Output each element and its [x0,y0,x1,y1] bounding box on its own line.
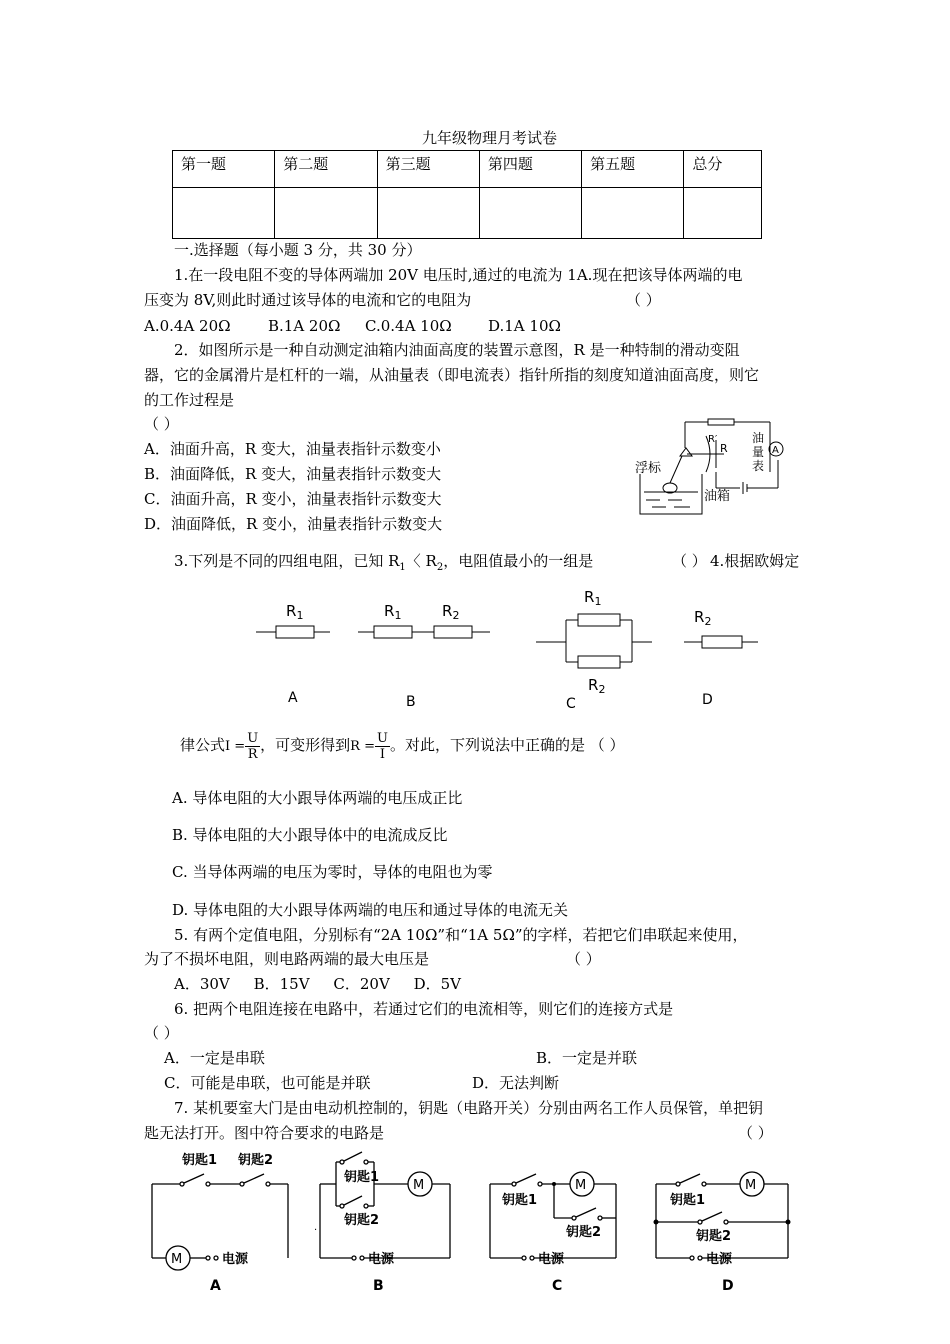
q3-bracket: （ ） [672,552,707,570]
q2-line1: 2．如图所示是一种自动测定油箱内油面高度的装置示意图，R 是一种特制的滑动变阻 [174,341,740,359]
q6-bracket: （ ） [144,1024,179,1042]
score-header-total: 总分 [684,151,762,188]
q1-option-a: A.0.4A 20Ω [144,317,231,335]
d-key1-label: 钥匙1 [670,1193,706,1208]
q6-line1: 6. 把两个电阻连接在电路中，若通过它们的电流相等，则它们的连接方式是 [174,1000,674,1018]
score-cell[interactable] [479,188,581,239]
group-b-label-2: $R_2$ [442,602,460,622]
q4-option-c: C. 当导体两端的电压为零时，导体的电阻也为零 [172,863,493,881]
float-label: 浮标 [635,461,662,476]
caption-b: B [406,694,416,710]
score-cell[interactable] [684,188,762,239]
q2-line2: 器，它的金属滑片是杠杆的一端，从油量表（即电流表）指针所指的刻度知道油面高度，则它 [144,366,760,384]
q6-option-a: A．一定是串联 [164,1049,265,1067]
ammeter-icon: A [772,445,779,456]
circuit-caption-a: A [210,1278,221,1294]
r-label: R [720,442,728,455]
score-header-2: 第二题 [275,151,377,188]
score-header-5: 第五题 [582,151,684,188]
q1-option-d: D.1A 10Ω [488,317,561,335]
score-table [172,150,762,239]
b-key1-label: 钥匙1 [344,1170,380,1185]
q5-line2: 为了不损坏电阻，则电路两端的最大电压是 [144,950,430,968]
q4-option-a: A. 导体电阻的大小跟导体两端的电压成正比 [172,789,463,807]
q7-bracket: （ ） [738,1124,773,1142]
q4-option-b: B. 导体电阻的大小跟导体中的电流成反比 [172,826,448,844]
q5-bracket: （ ） [566,950,601,968]
q6-option-d: D．无法判断 [472,1074,560,1092]
circuit-options-figure [140,1148,820,1298]
q3-text: 3.下列是不同的四组电阻，已知 $R_1$〈 $R_2$，电阻值最小的一组是 [174,552,594,573]
b-dot-mark: . [314,1222,318,1233]
group-c-label-1: $R_1$ [584,588,602,608]
a-source-label: 电源 [222,1252,249,1267]
tank-label: 油箱 [704,489,731,504]
score-header-1: 第一题 [173,151,275,188]
score-cell[interactable] [582,188,684,239]
d-key2-label: 钥匙2 [696,1229,732,1244]
score-cell[interactable] [377,188,479,239]
q2-option-c: C．油面升高，R 变小，油量表指针示数变大 [144,490,442,508]
a-key1-label: 钥匙1 [182,1153,218,1168]
meter-label-1: 油 [752,431,765,445]
score-cell[interactable] [275,188,377,239]
c-key2-label: 钥匙2 [566,1225,602,1240]
b-source-label: 电源 [368,1252,395,1267]
caption-a: A [288,690,298,706]
page-title: 九年级物理月考试卷 [422,129,558,147]
rprime-label: R′ [708,434,718,445]
q7-line2: 匙无法打开。图中符合要求的电路是 [144,1124,385,1142]
q4-option-d: D. 导体电阻的大小跟导体两端的电压和通过导体的电流无关 [172,901,569,919]
q7-line1: 7. 某机要室大门是由电动机控制的，钥匙（电路开关）分别由两名工作人员保管，单把钥 [174,1099,764,1117]
circuit-caption-c: C [552,1278,563,1294]
circuit-caption-d: D [722,1278,734,1294]
caption-c: C [566,696,576,712]
q1-line2: 压变为 8V,则此时通过该导体的电流和它的电阻为 [144,291,472,309]
a-motor-icon: M [171,1252,183,1267]
q2-line3: 的工作过程是 [144,391,235,409]
a-key2-label: 钥匙2 [238,1153,274,1168]
q1-option-b: B.1A 20Ω [268,317,341,335]
c-motor-icon: M [575,1178,587,1193]
meter-label-3: 表 [752,459,765,473]
c-key1-label: 钥匙1 [502,1193,538,1208]
q6-option-c: C．可能是串联，也可能是并联 [164,1074,371,1092]
q2-option-b: B．油面降低，R 变大，油量表指针示数变大 [144,465,442,483]
q2-option-a: A．油面升高，R 变大，油量表指针示数变小 [144,440,441,458]
score-header-4: 第四题 [479,151,581,188]
q2-bracket: （ ） [144,415,179,433]
group-a-label: $R_1$ [286,602,304,622]
caption-d: D [702,692,713,708]
q4-start: 4.根据欧姆定 [710,552,800,570]
b-key2-label: 钥匙2 [344,1213,380,1228]
score-cell[interactable] [173,188,275,239]
oil-tank-figure [632,412,808,518]
resistor-groups-figure [240,582,760,718]
group-b-label-1: $R_1$ [384,602,402,622]
circuit-caption-b: B [373,1278,384,1294]
section-heading: 一.选择题（每小题 3 分，共 30 分） [174,241,422,259]
q1-line1: 1.在一段电阻不变的导体两端加 20V 电压时,通过的电流为 1A.现在把该导体两端的电 [174,266,743,284]
q5-options: A．30V B．15V C．20V D．5V [174,975,462,993]
q1-bracket: （ ） [626,291,661,309]
d-source-label: 电源 [706,1252,733,1267]
c-source-label: 电源 [538,1252,565,1267]
q1-option-c: C.0.4A 10Ω [365,317,452,335]
meter-label-2: 量 [752,445,765,459]
q6-option-b: B．一定是并联 [536,1049,638,1067]
q4-text: 律公式I = $\frac{U}{R}$ ，可变形得到R = $\frac{U}{I}$ 。对此，下列说法中正确的是 （ ） [180,730,625,762]
d-motor-icon: M [745,1178,757,1193]
q5-line1: 5. 有两个定值电阻，分别标有“2A 10Ω”和“1A 5Ω”的字样，若把它们串联起来使用， [174,926,748,944]
b-motor-icon: M [413,1178,425,1193]
group-d-label: $R_2$ [694,608,712,628]
group-c-label-2: $R_2$ [588,676,606,696]
score-header-3: 第三题 [377,151,479,188]
q2-option-d: D．油面降低，R 变小，油量表指针示数变大 [144,515,443,533]
